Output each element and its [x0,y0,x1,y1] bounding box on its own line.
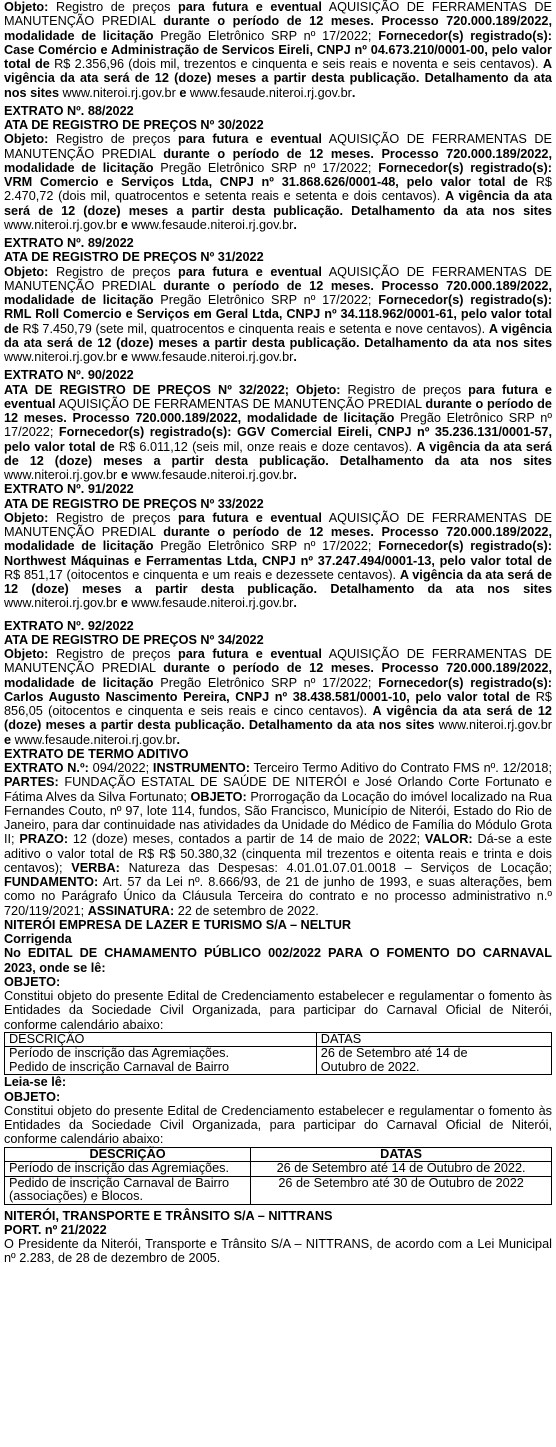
extrato-91-paragraph [4,511,552,611]
extrato-91-heading: EXTRATO Nº. 91/2022 [4,482,134,497]
text-run: AQUISIÇÃO DE FERRAMENTAS DE MANUTENÇÃO PREDIAL [4,510,552,539]
text-run: AQUISIÇÃO DE FERRAMENTAS DE MANUTENÇÃO PREDIAL [4,647,552,676]
text-run: Registro de preços [48,132,178,147]
bold-text-run: VERBA: [71,860,120,875]
extrato-92-heading: EXTRATO Nº. 92/2022 [4,618,134,633]
text-run: Registro de preços [48,0,178,14]
text-run: Prorrogação da Locação do imóvel localizado na Rua Fernandes Couto, nº 97, lote 114, fundos, São Francisco, Município de Niterói, Estado do Rio de Janeiro, para dar continuidade nas atividades da Unidade do Médico de Família do Módulo Grota II; [4,789,553,847]
bold-text-run: e [120,596,128,611]
edital-paragraph: No EDITAL DE CHAMAMENTO PÚBLICO 002/2022 PARA O FOMENTO DO CARNAVAL 2023, onde se lê: [4,946,552,975]
text-run: www.niteroi.rj.gov.br [4,350,121,364]
bold-text-run: OBJETO: [190,789,247,804]
text-run: www.fesaude.niteroi.rj.gov.br [127,596,294,611]
table-row [5,1176,552,1204]
bold-text-run: Objeto: [4,264,49,279]
bold-text-run: PARTES: [4,775,59,790]
text-run: Pregão Eletrônico SRP nº 17/2022; [153,293,379,307]
table-cell-line: 26 de Setembro até 14 de [320,1046,468,1061]
table-cell-line: Pedido de inscrição Carnaval de Bairro [9,1059,230,1074]
bold-text-run: Objeto: [4,510,49,525]
bold-text-run: durante o período de 12 meses. Processo 720.000.189/2022, modalidade de licitação [4,146,552,175]
bold-text-run: e [120,350,128,364]
bold-text-run: Fornecedor(s) registrado(s): Carlos Augusto Nascimento Pereira, CNPJ nº 38.438.581/0001-10, pelo valor total de [4,675,552,704]
bold-text-run: . [351,85,356,100]
table-cell [316,1047,551,1075]
bold-text-run: Fornecedor(s) registrado(s): VRM Comercio e Serviços Ltda, CNPJ nº 31.868.626/0001-48, pelo valor total de [4,160,552,189]
bold-text-run: ASSINATURA: [87,903,175,918]
extrato-87-paragraph [4,0,552,100]
text-run: Terceiro Termo Aditivo do Contrato FMS nº. 12/2018; [249,761,552,775]
table-header-row [5,1147,552,1162]
table-row [5,1162,552,1177]
portaria-label: PORT. nº 21/2022 [4,1222,107,1237]
ata-30-heading: ATA DE REGISTRO DE PREÇOS Nº 30/2022 [4,118,264,132]
portaria-text: O Presidente da Niterói, Transporte e Trânsito S/A – NITTRANS, de acordo com a Lei Municipal nº 2.283, de 28 de dezembro de 2005. [4,1237,552,1266]
ata-31-heading: ATA DE REGISTRO DE PREÇOS Nº 31/2022 [4,250,264,265]
bold-text-run: para futura e eventual [177,0,322,14]
bold-text-run: . [293,596,297,611]
bold-text-run: . [293,217,297,232]
text-run: R$ 6.011,12 (seis mil, onze reais e doze centavos). [114,439,417,454]
text-run: R$ 2.356,96 (dois mil, trezentos e cinquenta e seis reais e noventa e seis centavos). [49,57,543,71]
bold-text-run: e [4,732,12,747]
bold-text-run: Fornecedor(s) registrado(s): GGV Comercial Eireli, CNPJ nº 35.236.131/0001-57, pelo valor total de [4,425,552,454]
bold-text-run: . [293,350,297,364]
bold-text-run: Fornecedor(s) registrado(s): Case Comércio e Administração de Servicos Eireli, CNPJ nº 04.673.210/0001-00, pelo valor total de [4,28,552,71]
bold-text-run: Objeto: [4,647,49,661]
bold-text-run: durante o período de 12 meses. Processo 720.000.189/2022, modalidade de licitação [4,661,552,690]
corrigenda-label: Corrigenda [4,932,72,946]
text-run: Registro de preços [48,510,178,525]
bold-text-run: Fornecedor(s) registrado(s): Northwest Máquinas e Ferramentas Ltda, CNPJ nº 37.247.494/0001-13, pelo valor total de [4,539,552,568]
bold-text-run: para futura e eventual [177,647,322,661]
text-run: Pregão Eletrônico SRP nº 17/2022; [153,160,379,175]
bold-text-run: para futura e eventual [4,382,552,411]
extrato-90-heading: EXTRATO Nº. 90/2022 [4,368,134,383]
neltur-heading: NITERÓI EMPRESA DE LAZER E TURISMO S/A – NELTUR [4,917,352,932]
table-header-cell: DATAS [316,1032,551,1047]
text-run: www.fesaude.niteroi.rj.gov.br [11,732,177,747]
extrato-89-paragraph [4,265,552,365]
table-cell-line: Período de inscrição das Agremiações. [9,1046,230,1061]
text-run: www.niteroi.rj.gov.br [4,217,121,232]
text-run: Pregão Eletrônico SRP nº 17/2022; [153,28,379,43]
termo-aditivo-paragraph [4,761,552,918]
text-run: www.niteroi.rj.gov.br [434,718,552,733]
table-row [5,1047,552,1075]
bold-text-run: A vigência da ata será de 12 (doze) meses a partir desta publicação. Detalhamento da ata nos sites [4,189,552,218]
extrato-90-paragraph [4,383,552,483]
objeto-text-2: Constitui objeto do presente Edital de Credenciamento estabelecer e regulamentar o fomento às Entidades da Sociedade Civil Organizada, para participar do Carnaval Oficial de Niterói, conforme calendário abaixo: [4,1103,552,1147]
text-run: R$ 2.470,72 (dois mil, quatrocentos e setenta reais e setenta e dois centavos). [4,175,552,204]
text-run: Registro de preços [48,264,178,279]
text-run: FUNDAÇÃO ESTATAL DE SAÚDE DE NITERÓI e José Orlando Corte Fortunato e Fátima Alves da Silva Fortunato; [4,775,552,804]
table-cell: 26 de Setembro até 14 de Outubro de 2022. [251,1162,552,1177]
calendar-table-corrected [4,1147,552,1205]
text-run: Natureza das Despesas: 4.01.01.07.01.0018 – Serviços de Locação; [119,860,552,875]
text-run: www.niteroi.rj.gov.br [4,468,121,482]
extrato-89-heading: EXTRATO Nº. 89/2022 [4,236,134,250]
text-run: www.fesaude.niteroi.rj.gov.br [186,85,352,100]
text-run: R$ 856,05 (oitocentos e cinquenta e seis reais e cinco centavos). [4,689,552,718]
bold-text-run: A vigência da ata será de 12 (doze) meses a partir desta publicação. Detalhamento da ata nos sites [4,567,552,596]
text-run: Pregão Eletrônico SRP nº 17/2022; [153,675,379,690]
bold-text-run: durante o período de 12 meses. Processo 720.000.189/2022, modalidade de licitação [4,278,552,307]
extrato-92-paragraph [4,647,552,747]
bold-text-run: FUNDAMENTO: [4,875,99,889]
table-header-cell: DATAS [251,1147,552,1162]
bold-text-run: durante o período de 12 meses. Processo 720.000.189/2022, modalidade de licitação [4,396,552,425]
bold-text-run: para futura e eventual [177,510,322,525]
bold-text-run: Objeto: [4,0,49,14]
calendar-table-original [4,1032,552,1076]
bold-text-run: e [120,217,128,232]
bold-text-run: Fornecedor(s) registrado(s): RML Roll Comercio e Serviços em Geral Ltda, CNPJ nº 34.118.962/0001-61, pelo valor total de [4,293,552,336]
text-run: www.fesaude.niteroi.rj.gov.br [127,350,294,364]
text-run: R$ 851,17 (oitocentos e cinquenta e um reais e dezessete centavos). [4,567,400,582]
extrato-88-heading: EXTRATO Nº. 88/2022 [4,103,134,118]
table-cell-line: Outubro de 2022. [320,1059,420,1074]
table-header-row [5,1032,552,1047]
ata-34-heading: ATA DE REGISTRO DE PREÇOS Nº 34/2022 [4,632,264,647]
bold-text-run: A vigência da ata será de 12 (doze) meses a partir desta publicação. Detalhamento da ata nos sites [4,57,552,100]
text-run: www.niteroi.rj.gov.br [59,85,180,100]
text-run: Registro de preços [48,647,178,661]
text-run: 094/2022; [88,761,153,775]
text-run: R$ 7.450,79 (sete mil, quatrocentos e cinquenta reais e setenta e nove centavos). [18,321,489,336]
bold-text-run: . [293,468,297,482]
text-run: AQUISIÇÃO DE FERRAMENTAS DE MANUTENÇÃO PREDIAL [4,264,552,293]
table-header-cell: DESCRIÇÃO [5,1032,317,1047]
document-page [4,0,552,1266]
table-cell: 26 de Setembro até 30 de Outubro de 2022 [251,1176,552,1204]
text-run: Pregão Eletrônico SRP nº 17/2022; [153,539,379,554]
bold-text-run: A vigência da ata será de 12 (doze) meses a partir desta publicação. Detalhamento da ata nos sites [4,439,552,468]
text-run: Pregão Eletrônico SRP nº 17/2022; [4,411,552,440]
bold-text-run: VALOR: [424,832,473,847]
table-cell: Período de inscrição das Agremiações. [5,1162,251,1177]
text-run: 22 de setembro de 2022. [174,903,319,918]
bold-text-run: durante o período de 12 meses. Processo 720.000.189/2022, modalidade de licitação [4,525,552,554]
nittrans-heading: NITERÓI, TRANSPORTE E TRÂNSITO S/A – NITTRANS [4,1208,333,1223]
bold-text-run: e [120,468,128,482]
table-cell [5,1047,317,1075]
bold-text-run: PRAZO: [19,832,69,847]
text-run: Art. 57 da Lei nº. 8.666/93, de 21 de junho de 1993, e suas alterações, bem como no Parágrafo Único da Cláusula Terceira do contrato e no processo administrativo n.º 720/119/2021; [4,875,552,918]
text-run: www.fesaude.niteroi.rj.gov.br [127,217,294,232]
bold-text-run: Objeto: [4,132,49,147]
objeto-label-1: OBJETO: [4,974,61,989]
text-run: Registro de preços [340,382,469,397]
text-run: Dá-se a este aditivo o valor total de R$ R$ 50.380,32 (cinquenta mil trezentos e oitenta reais e trinta e dois centavos); [4,832,552,875]
bold-text-run: A vigência da ata será de 12 (doze) meses a partir desta publicação. Detalhamento da ata nos sites [4,321,552,350]
termo-aditivo-heading: EXTRATO DE TERMO ADITIVO [4,746,189,761]
leia-se-label: Leia-se lê: [4,1075,67,1090]
text-run: AQUISIÇÃO DE FERRAMENTAS DE MANUTENÇÃO PREDIAL [4,132,552,161]
bold-text-run: durante o período de 12 meses. Processo 720.000.189/2022, modalidade de licitação [4,14,552,43]
bold-text-run: EXTRATO N.º: [4,761,89,775]
bold-text-run: para futura e eventual [177,132,322,147]
bold-text-run: para futura e eventual [177,264,322,279]
text-run: www.fesaude.niteroi.rj.gov.br [127,468,294,482]
bold-text-run: . [176,732,181,747]
objeto-label-2: OBJETO: [4,1089,61,1104]
bold-text-run: ATA DE REGISTRO DE PREÇOS Nº 32/2022; Objeto: [4,382,341,397]
extrato-88-paragraph [4,132,552,232]
text-run: 12 (doze) meses, contados a partir de 14 de maio de 2022; [68,832,425,847]
text-run: www.niteroi.rj.gov.br [4,596,121,611]
bold-text-run: e [179,85,187,100]
bold-text-run: A vigência da ata será de 12 (doze) meses a partir desta publicação. Detalhamento da ata nos sites [4,704,552,733]
bold-text-run: INSTRUMENTO: [152,761,250,775]
table-cell: Pedido de inscrição Carnaval de Bairro (associações) e Blocos. [5,1176,251,1204]
ata-33-heading: ATA DE REGISTRO DE PREÇOS Nº 33/2022 [4,496,264,511]
table-header-cell: DESCRIÇÃO [5,1147,251,1162]
text-run: AQUISIÇÃO DE FERRAMENTAS DE MANUTENÇÃO PREDIAL [4,0,552,29]
objeto-text-1: Constitui objeto do presente Edital de Credenciamento estabelecer e regulamentar o fomento às Entidades da Sociedade Civil Organizada, para participar do Carnaval Oficial de Niterói, conforme calendário abaixo: [4,989,552,1032]
text-run: AQUISIÇÃO DE FERRAMENTAS DE MANUTENÇÃO PREDIAL [55,396,426,411]
